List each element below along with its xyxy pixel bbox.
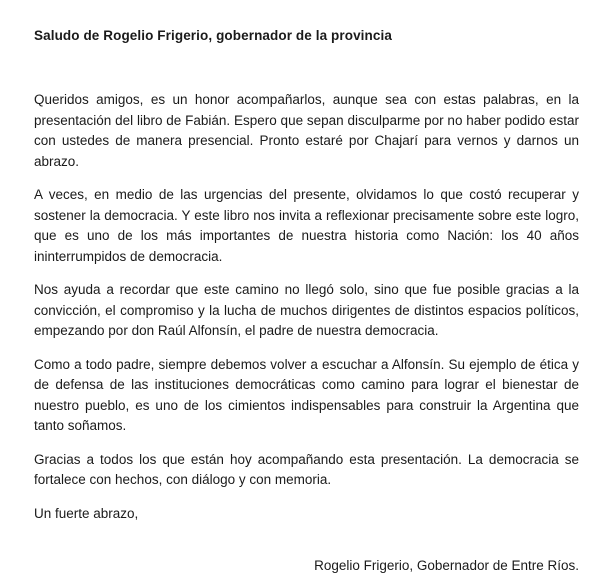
paragraph-5: Gracias a todos los que están hoy acompañando esta presentación. La democracia se fortalece con hechos, con diálogo y con memoria.: [34, 451, 579, 487]
paragraph-2: A veces, en medio de las urgencias del presente, olvidamos lo que costó recuperar y sostener la democracia. Y este libro nos invita a reflexionar precisamente sobre este logro, que es uno de los más importantes de nuestra historia como Nación: los 40 años ininterrumpidos de democracia.: [34, 187, 579, 264]
paragraph-4: Como a todo padre, siempre debemos volver a escuchar a Alfonsín. Su ejemplo de ética y de defensa de las instituciones democráticas como camino para lograr el bienestar de nuestro pueblo, es uno de los cimientos indispensables para construir la Argentina que tanto soñamos.: [34, 356, 579, 433]
paragraph-3: Nos ayuda a recordar que este camino no llegó solo, sino que fue posible gracias a la convicción, el compromiso y la lucha de muchos dirigentes de distintos espacios políticos, empezando por don Raúl Alfonsín, el padre de nuestra democracia.: [34, 282, 579, 338]
signature-line: Rogelio Frigerio, Gobernador de Entre Ríos.: [314, 558, 579, 573]
document-title: Saludo de Rogelio Frigerio, gobernador de la provincia: [34, 28, 392, 43]
document-body: [34, 90, 579, 524]
closing-line: Un fuerte abrazo,: [34, 505, 139, 521]
document-page: [34, 0, 579, 577]
paragraph-1: Queridos amigos, es un honor acompañarlos, aunque sea con estas palabras, en la presentación del libro de Fabián. Espero que sepan disculparme por no haber podido estar con ustedes de manera presencial. Pronto estaré por Chajarí para vernos y darnos un abrazo.: [34, 92, 579, 169]
